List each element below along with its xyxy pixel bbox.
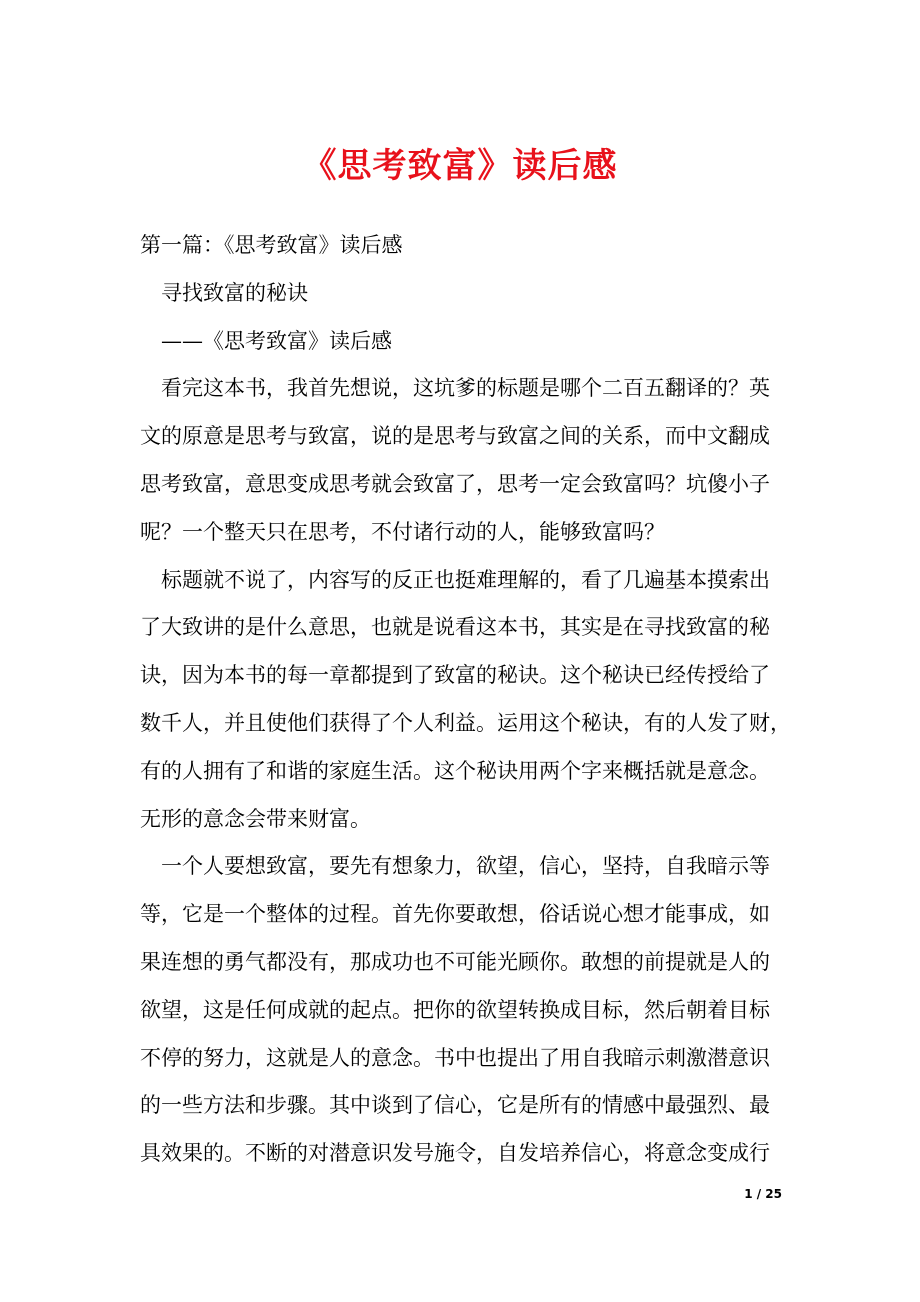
text-line: 寻找致富的秘诀: [161, 280, 308, 305]
text-line: 有的人拥有了和谐的家庭生活。这个秘诀用两个字来概括就是意念。: [140, 758, 770, 783]
text-line: 等，它是一个整体的过程。首先你要敢想，俗话说心想才能事成，如: [140, 902, 770, 927]
text-line: 了大致讲的是什么意思，也就是说看这本书，其实是在寻找致富的秘: [140, 615, 770, 640]
text-line: 诀，因为本书的每一章都提到了致富的秘诀。这个秘诀已经传授给了: [140, 663, 770, 688]
text-line: 一个人要想致富，要先有想象力，欲望，信心，坚持，自我暗示等: [161, 854, 770, 879]
text-line: 的一些方法和步骤。其中谈到了信心，它是所有的情感中最强烈、最: [140, 1093, 770, 1118]
text-line: 文的原意是思考与致富，说的是思考与致富之间的关系，而中文翻成: [140, 424, 770, 449]
document-title: 《思考致富》读后感: [302, 146, 618, 186]
text-line: 标题就不说了，内容写的反正也挺难理解的，看了几遍基本摸索出: [161, 567, 770, 592]
text-line: 看完这本书，我首先想说，这坑爹的标题是哪个二百五翻译的？英: [161, 376, 770, 401]
text-line: 第一篇：《思考致富》读后感: [140, 233, 403, 257]
text-line: 不停的努力，这就是人的意念。书中也提出了用自我暗示刺激潜意识: [140, 1045, 770, 1070]
text-line: 果连想的勇气都没有，那成功也不可能光顾你。敢想的前提就是人的: [140, 949, 770, 974]
text-line: 欲望，这是任何成就的起点。把你的欲望转换成目标，然后朝着目标: [140, 997, 770, 1022]
text-line: 呢？一个整天只在思考，不付诸行动的人，能够致富吗？: [140, 519, 665, 544]
text-line: ——《思考致富》读后感: [161, 328, 392, 353]
text-line: 数千人，并且使他们获得了个人利益。运用这个秘诀，有的人发了财，: [140, 710, 791, 735]
text-line: 思考致富，意思变成思考就会致富了，思考一定会致富吗？坑傻小子: [140, 471, 770, 496]
document-body: [140, 222, 791, 1178]
text-line: 具效果的。不断的对潜意识发号施令，自发培养信心，将意念变成行: [140, 1141, 770, 1166]
page-number: 1 / 25: [744, 1187, 782, 1201]
text-line: 无形的意念会带来财富。: [140, 806, 371, 831]
